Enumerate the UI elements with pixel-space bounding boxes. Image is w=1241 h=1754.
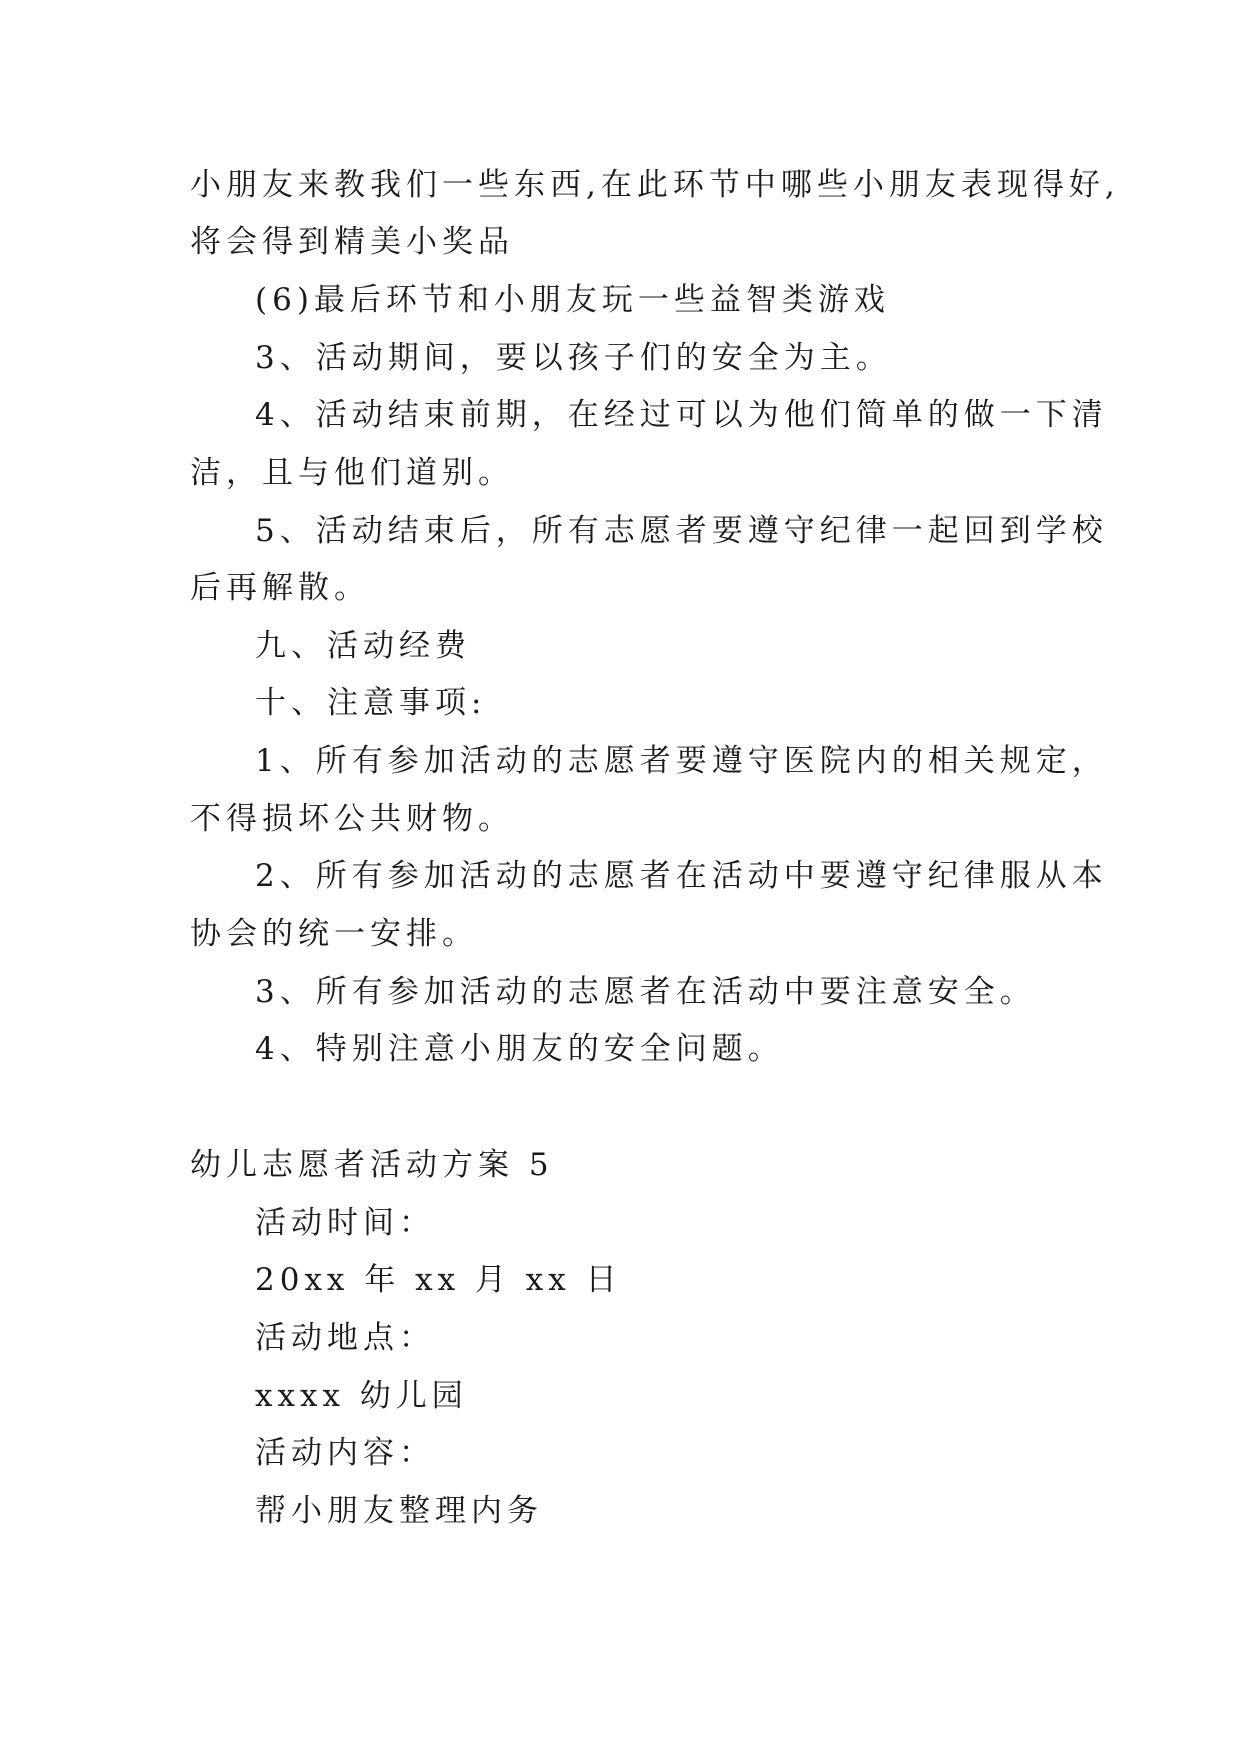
paragraph-line: 协会的统一安排。 [190,916,478,952]
section-heading: 十、注意事项: [255,685,487,721]
paragraph-line: 4、活动结束前期，在经过可以为他们简单的做一下清 [255,397,1108,433]
paragraph-line: xxxx 幼儿园 [255,1378,468,1414]
paragraph-line: 小朋友来教我们一些东西,在此环节中哪些小朋友表现得好, [190,167,1120,203]
paragraph-line: 不得损坏公共财物。 [190,801,514,837]
paragraph-line: 活动时间： [255,1205,435,1241]
section-heading: 九、活动经费 [255,628,471,664]
paragraph-line: 1、所有参加活动的志愿者要遵守医院内的相关规定， [255,743,1108,779]
paragraph-line: 5、活动结束后，所有志愿者要遵守纪律一起回到学校 [255,513,1108,549]
paragraph-line: 2、所有参加活动的志愿者在活动中要遵守纪律服从本 [255,858,1108,894]
paragraph-line: 20xx 年 xx 月 xx 日 [255,1262,622,1298]
paragraph-line: 4、特别注意小朋友的安全问题。 [255,1031,784,1067]
paragraph-line: 洁，且与他们道别。 [190,455,514,491]
paragraph-line: 帮小朋友整理内务 [255,1493,543,1529]
paragraph-line: 3、所有参加活动的志愿者在活动中要注意安全。 [255,974,1036,1010]
paragraph-line: 活动内容： [255,1435,435,1471]
paragraph-line: 后再解散。 [190,570,370,606]
paragraph-line: 活动地点： [255,1320,435,1356]
document-section-title: 幼儿志愿者活动方案 5 [190,1147,554,1183]
paragraph-line: (6)最后环节和小朋友玩一些益智类游戏 [255,282,890,318]
paragraph-line: 3、活动期间，要以孩子们的安全为主。 [255,340,892,376]
paragraph-line: 将会得到精美小奖品 [190,224,514,260]
